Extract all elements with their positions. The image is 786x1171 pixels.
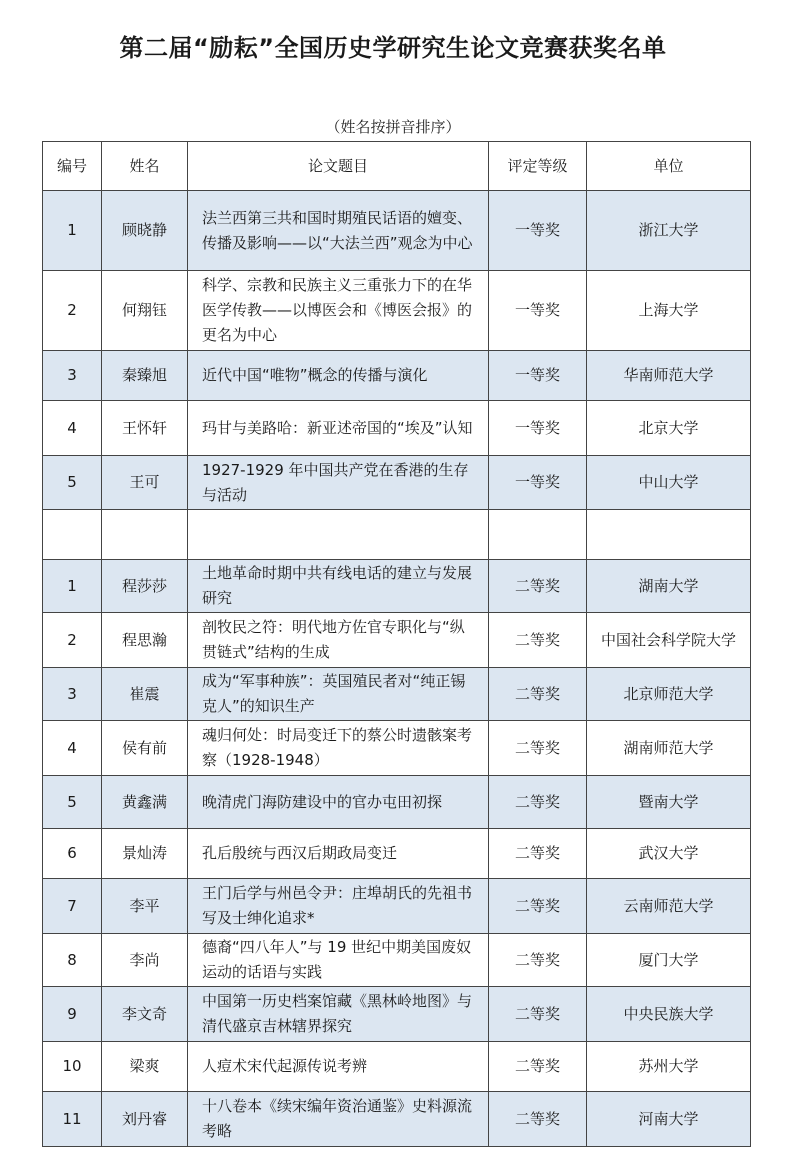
row-paper-title: 人痘术宋代起源传说考辨: [188, 1042, 489, 1092]
row-name: 景灿涛: [102, 829, 188, 879]
row-name: 梁爽: [102, 1042, 188, 1092]
row-paper-title: 近代中国“唯物”概念的传播与演化: [188, 351, 489, 401]
row-name: 秦臻旭: [102, 351, 188, 401]
row-number: 10: [43, 1042, 102, 1092]
row-institution: 华南师范大学: [587, 351, 751, 401]
table-row: [43, 456, 751, 510]
row-grade: 一等奖: [489, 401, 587, 456]
row-name: 刘丹睿: [102, 1092, 188, 1147]
row-number: 11: [43, 1092, 102, 1147]
row-number: 1: [43, 191, 102, 271]
row-paper-title: 1927-1929 年中国共产党在香港的生存与活动: [188, 456, 489, 510]
row-grade: 二等奖: [489, 934, 587, 987]
row-paper-title: 剖牧民之符：明代地方佐官专职化与“纵贯链式”结构的生成: [188, 613, 489, 668]
row-number: 6: [43, 829, 102, 879]
row-paper-title: 德裔“四八年人”与 19 世纪中期美国废奴运动的话语与实践: [188, 934, 489, 987]
row-institution: 中央民族大学: [587, 987, 751, 1042]
header-name: 姓名: [102, 142, 188, 191]
row-number: 5: [43, 456, 102, 510]
header-paper-title: 论文题目: [188, 142, 489, 191]
row-paper-title: [188, 510, 489, 560]
page-title: 第二届“励耘”全国历史学研究生论文竞赛获奖名单: [119, 34, 667, 62]
row-paper-title: 玛甘与美路哈：新亚述帝国的“埃及”认知: [188, 401, 489, 456]
row-number: 5: [43, 776, 102, 829]
table-row: [43, 879, 751, 934]
row-number: [43, 510, 102, 560]
row-paper-title: 中国第一历史档案馆藏《黑林岭地图》与清代盛京吉林辖界探究: [188, 987, 489, 1042]
row-number: 4: [43, 401, 102, 456]
award-table: [42, 141, 751, 1147]
row-name: 侯有前: [102, 721, 188, 776]
row-name: 王可: [102, 456, 188, 510]
row-grade: 二等奖: [489, 1042, 587, 1092]
row-name: [102, 510, 188, 560]
row-institution: 武汉大学: [587, 829, 751, 879]
row-institution: 北京师范大学: [587, 668, 751, 721]
row-name: 黄鑫满: [102, 776, 188, 829]
row-grade: 二等奖: [489, 721, 587, 776]
row-grade: 二等奖: [489, 776, 587, 829]
row-institution: 苏州大学: [587, 1042, 751, 1092]
row-name: 顾晓静: [102, 191, 188, 271]
table-row: [43, 934, 751, 987]
row-paper-title: 法兰西第三共和国时期殖民话语的嬗变、传播及影响——以“大法兰西”观念为中心: [188, 191, 489, 271]
table-row: [43, 401, 751, 456]
row-institution: 厦门大学: [587, 934, 751, 987]
table-row: [43, 613, 751, 668]
row-grade: 二等奖: [489, 613, 587, 668]
row-institution: 上海大学: [587, 271, 751, 351]
row-number: 1: [43, 560, 102, 613]
row-grade: 二等奖: [489, 1092, 587, 1147]
table-row: [43, 351, 751, 401]
table-row: [43, 271, 751, 351]
row-number: 3: [43, 668, 102, 721]
row-name: 李平: [102, 879, 188, 934]
row-grade: 二等奖: [489, 668, 587, 721]
row-paper-title: 土地革命时期中共有线电话的建立与发展研究: [188, 560, 489, 613]
page-subtitle: （姓名按拼音排序）: [325, 118, 461, 136]
row-number: 4: [43, 721, 102, 776]
table-row: [43, 560, 751, 613]
row-institution: 云南师范大学: [587, 879, 751, 934]
row-grade: 二等奖: [489, 829, 587, 879]
table-row: [43, 668, 751, 721]
table-row: [43, 776, 751, 829]
row-grade: 二等奖: [489, 879, 587, 934]
header-institution: 单位: [587, 142, 751, 191]
header-grade: 评定等级: [489, 142, 587, 191]
table-row: [43, 829, 751, 879]
table-row: [43, 1092, 751, 1147]
row-number: 7: [43, 879, 102, 934]
row-name: 崔震: [102, 668, 188, 721]
table-row: [43, 987, 751, 1042]
row-number: 3: [43, 351, 102, 401]
header-number: 编号: [43, 142, 102, 191]
row-name: 李文奇: [102, 987, 188, 1042]
table-header-row: [43, 142, 751, 191]
blank-separator-row: [43, 510, 751, 560]
table-row: [43, 721, 751, 776]
row-paper-title: 孔后殷统与西汉后期政局变迁: [188, 829, 489, 879]
table-row: [43, 191, 751, 271]
row-institution: 北京大学: [587, 401, 751, 456]
row-institution: 暨南大学: [587, 776, 751, 829]
row-name: 何翔钰: [102, 271, 188, 351]
row-institution: 中国社会科学院大学: [587, 613, 751, 668]
row-name: 程思瀚: [102, 613, 188, 668]
row-institution: 河南大学: [587, 1092, 751, 1147]
row-paper-title: 晚清虎门海防建设中的官办屯田初探: [188, 776, 489, 829]
row-grade: 二等奖: [489, 560, 587, 613]
row-grade: 一等奖: [489, 271, 587, 351]
row-institution: 浙江大学: [587, 191, 751, 271]
row-grade: 一等奖: [489, 191, 587, 271]
row-name: 程莎莎: [102, 560, 188, 613]
row-institution: 中山大学: [587, 456, 751, 510]
row-paper-title: 王门后学与州邑令尹：庄埠胡氏的先祖书写及士绅化追求*: [188, 879, 489, 934]
row-number: 9: [43, 987, 102, 1042]
row-institution: [587, 510, 751, 560]
row-paper-title: 科学、宗教和民族主义三重张力下的在华医学传教——以博医会和《博医会报》的更名为中心: [188, 271, 489, 351]
row-paper-title: 魂归何处：时局变迁下的蔡公时遗骸案考察（1928-1948）: [188, 721, 489, 776]
row-number: 2: [43, 613, 102, 668]
row-paper-title: 十八卷本《续宋编年资治通鉴》史料源流考略: [188, 1092, 489, 1147]
table-row: [43, 1042, 751, 1092]
row-grade: [489, 510, 587, 560]
row-grade: 二等奖: [489, 987, 587, 1042]
row-grade: 一等奖: [489, 351, 587, 401]
row-number: 8: [43, 934, 102, 987]
row-paper-title: 成为“军事种族”：英国殖民者对“纯正锡克人”的知识生产: [188, 668, 489, 721]
row-institution: 湖南师范大学: [587, 721, 751, 776]
row-name: 李尚: [102, 934, 188, 987]
row-grade: 一等奖: [489, 456, 587, 510]
row-name: 王怀轩: [102, 401, 188, 456]
row-institution: 湖南大学: [587, 560, 751, 613]
row-number: 2: [43, 271, 102, 351]
